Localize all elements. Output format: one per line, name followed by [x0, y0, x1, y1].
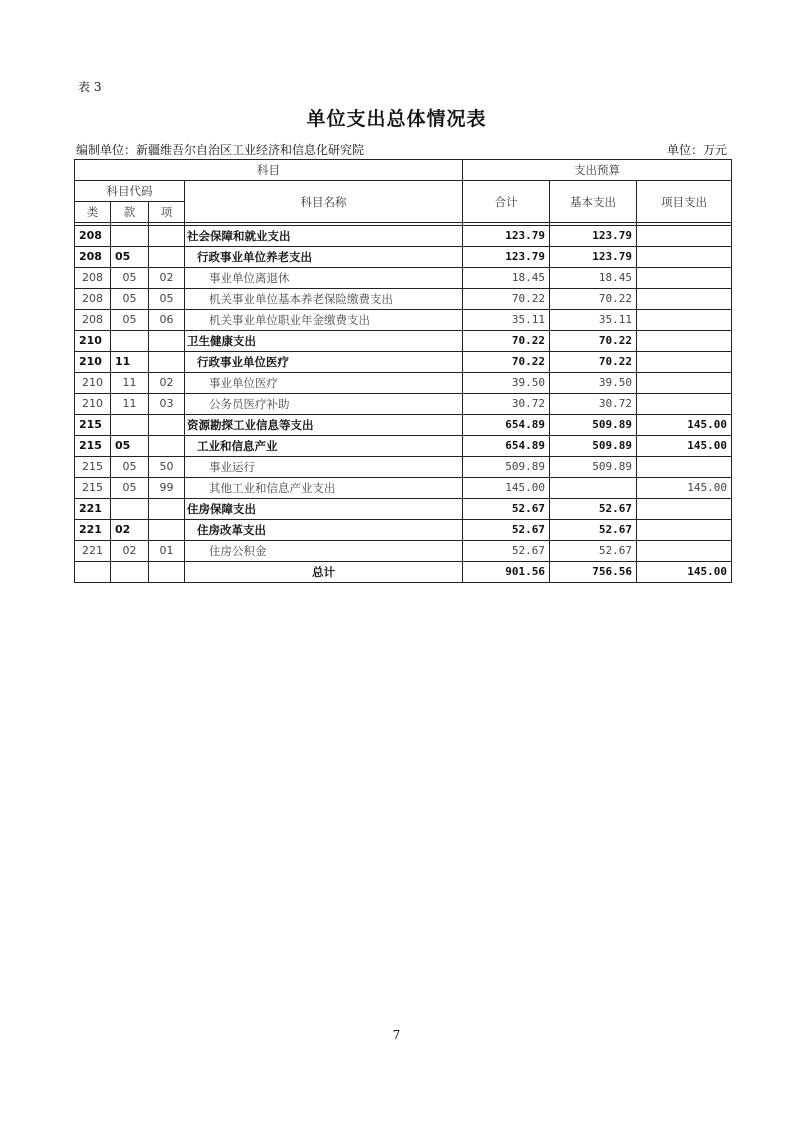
- code-class: 208: [75, 268, 111, 289]
- code-kuan: [111, 415, 149, 436]
- subject-name: 卫生健康支出: [185, 331, 463, 352]
- table-row: [75, 436, 732, 457]
- project-value: [637, 289, 732, 310]
- table-row: [75, 520, 732, 541]
- subject-name: 事业单位医疗: [185, 373, 463, 394]
- basic-value: 52.67: [550, 541, 637, 562]
- organization-label: 编制单位：新疆维吾尔自治区工业经济和信息化研究院: [76, 143, 365, 157]
- basic-value: 52.67: [550, 499, 637, 520]
- subject-name: 住房公积金: [185, 541, 463, 562]
- code-kuan: [111, 499, 149, 520]
- code-xiang: 01: [149, 541, 185, 562]
- code-kuan: 02: [111, 541, 149, 562]
- code-class: 221: [75, 520, 111, 541]
- code-kuan: 05: [111, 289, 149, 310]
- table-row: [75, 310, 732, 331]
- table-row: [75, 499, 732, 520]
- project-value: 145.00: [637, 415, 732, 436]
- code-xiang: 03: [149, 394, 185, 415]
- code-class: 208: [75, 247, 111, 268]
- table-row: [75, 331, 732, 352]
- table-body: [75, 226, 732, 562]
- subject-name: 行政事业单位养老支出: [185, 247, 463, 268]
- project-value: [637, 499, 732, 520]
- table-row: [75, 247, 732, 268]
- code-xiang: [149, 331, 185, 352]
- project-value: 145.00: [637, 436, 732, 457]
- project-value: [637, 226, 732, 247]
- total-basic: 756.56: [550, 562, 637, 583]
- table-row: [75, 415, 732, 436]
- header-name: 科目名称: [185, 181, 463, 223]
- code-kuan: [111, 331, 149, 352]
- code-xiang: 99: [149, 478, 185, 499]
- subject-name: 社会保障和就业支出: [185, 226, 463, 247]
- basic-value: [550, 478, 637, 499]
- project-value: 145.00: [637, 478, 732, 499]
- total-value: 123.79: [463, 226, 550, 247]
- code-xiang: [149, 499, 185, 520]
- code-class: 210: [75, 373, 111, 394]
- project-value: [637, 331, 732, 352]
- subject-name: 机关事业单位职业年金缴费支出: [185, 310, 463, 331]
- total-value: 35.11: [463, 310, 550, 331]
- code-kuan: 05: [111, 478, 149, 499]
- unit-label: 单位：万元: [666, 143, 727, 157]
- code-kuan: 05: [111, 247, 149, 268]
- code-class: 208: [75, 226, 111, 247]
- project-value: [637, 268, 732, 289]
- code-class: 210: [75, 394, 111, 415]
- basic-value: 123.79: [550, 247, 637, 268]
- basic-value: 39.50: [550, 373, 637, 394]
- page-title: 单位支出总体情况表: [306, 108, 487, 130]
- code-class: 215: [75, 457, 111, 478]
- header-xiang: 项: [149, 202, 185, 223]
- code-xiang: [149, 247, 185, 268]
- code-xiang: 02: [149, 268, 185, 289]
- subject-name: 住房保障支出: [185, 499, 463, 520]
- total-label: 总计: [185, 562, 463, 583]
- basic-value: 30.72: [550, 394, 637, 415]
- basic-value: 70.22: [550, 331, 637, 352]
- table-row: [75, 289, 732, 310]
- code-xiang: [149, 226, 185, 247]
- subject-name: 其他工业和信息产业支出: [185, 478, 463, 499]
- subject-name: 事业单位离退休: [185, 268, 463, 289]
- total-value: 123.79: [463, 247, 550, 268]
- code-class: 210: [75, 331, 111, 352]
- table-row: [75, 226, 732, 247]
- page-number: 7: [392, 1028, 401, 1042]
- project-value: [637, 520, 732, 541]
- code-kuan: 05: [111, 457, 149, 478]
- header-basic: 基本支出: [550, 181, 637, 223]
- code-xiang: [149, 415, 185, 436]
- subject-name: 机关事业单位基本养老保险缴费支出: [185, 289, 463, 310]
- code-xiang: [149, 352, 185, 373]
- project-value: [637, 310, 732, 331]
- total-value: 52.67: [463, 520, 550, 541]
- subject-name: 工业和信息产业: [185, 436, 463, 457]
- code-xiang: 50: [149, 457, 185, 478]
- expenditure-table: [74, 159, 732, 583]
- subject-name: 行政事业单位医疗: [185, 352, 463, 373]
- code-kuan: 11: [111, 352, 149, 373]
- basic-value: 70.22: [550, 289, 637, 310]
- basic-value: 509.89: [550, 436, 637, 457]
- basic-value: 123.79: [550, 226, 637, 247]
- header-code: 科目代码: [75, 181, 185, 202]
- total-value: 52.67: [463, 541, 550, 562]
- header-class: 类: [75, 202, 111, 223]
- code-kuan: 05: [111, 268, 149, 289]
- project-value: [637, 247, 732, 268]
- code-xiang: 02: [149, 373, 185, 394]
- subject-name: 资源勘探工业信息等支出: [185, 415, 463, 436]
- code-xiang: [149, 436, 185, 457]
- code-class: 221: [75, 541, 111, 562]
- code-kuan: 11: [111, 394, 149, 415]
- table-row: [75, 457, 732, 478]
- project-value: [637, 373, 732, 394]
- project-value: [637, 457, 732, 478]
- table-row: [75, 352, 732, 373]
- code-kuan: 05: [111, 310, 149, 331]
- total-row: [75, 562, 732, 583]
- total-project: 145.00: [637, 562, 732, 583]
- basic-value: 18.45: [550, 268, 637, 289]
- basic-value: 35.11: [550, 310, 637, 331]
- code-xiang: 06: [149, 310, 185, 331]
- total-value: 70.22: [463, 331, 550, 352]
- code-class: 208: [75, 310, 111, 331]
- project-value: [637, 352, 732, 373]
- total-value: 70.22: [463, 352, 550, 373]
- table-row: [75, 478, 732, 499]
- total-value: 145.00: [463, 478, 550, 499]
- total-value: 52.67: [463, 499, 550, 520]
- code-xiang: [149, 520, 185, 541]
- code-class: 210: [75, 352, 111, 373]
- code-kuan: 05: [111, 436, 149, 457]
- total-value: 39.50: [463, 373, 550, 394]
- total-sum: 901.56: [463, 562, 550, 583]
- code-class: 208: [75, 289, 111, 310]
- subject-name: 事业运行: [185, 457, 463, 478]
- basic-value: 509.89: [550, 457, 637, 478]
- basic-value: 52.67: [550, 520, 637, 541]
- basic-value: 70.22: [550, 352, 637, 373]
- subject-name: 公务员医疗补助: [185, 394, 463, 415]
- code-class: 221: [75, 499, 111, 520]
- project-value: [637, 541, 732, 562]
- basic-value: 509.89: [550, 415, 637, 436]
- table-row: [75, 541, 732, 562]
- subject-name: 住房改革支出: [185, 520, 463, 541]
- header-project: 项目支出: [637, 181, 732, 223]
- table-row: [75, 373, 732, 394]
- total-value: 509.89: [463, 457, 550, 478]
- total-value: 70.22: [463, 289, 550, 310]
- table-row: [75, 394, 732, 415]
- table-row: [75, 268, 732, 289]
- code-xiang: 05: [149, 289, 185, 310]
- code-class: 215: [75, 478, 111, 499]
- total-value: 30.72: [463, 394, 550, 415]
- total-value: 654.89: [463, 415, 550, 436]
- code-class: 215: [75, 436, 111, 457]
- header-total: 合计: [463, 181, 550, 223]
- header-kuan: 款: [111, 202, 149, 223]
- code-kuan: 11: [111, 373, 149, 394]
- total-value: 654.89: [463, 436, 550, 457]
- table-number: 表 3: [78, 80, 102, 94]
- code-kuan: [111, 226, 149, 247]
- code-class: 215: [75, 415, 111, 436]
- project-value: [637, 394, 732, 415]
- code-kuan: 02: [111, 520, 149, 541]
- header-budget: 支出预算: [463, 160, 732, 181]
- header-subject: 科目: [75, 160, 463, 181]
- total-value: 18.45: [463, 268, 550, 289]
